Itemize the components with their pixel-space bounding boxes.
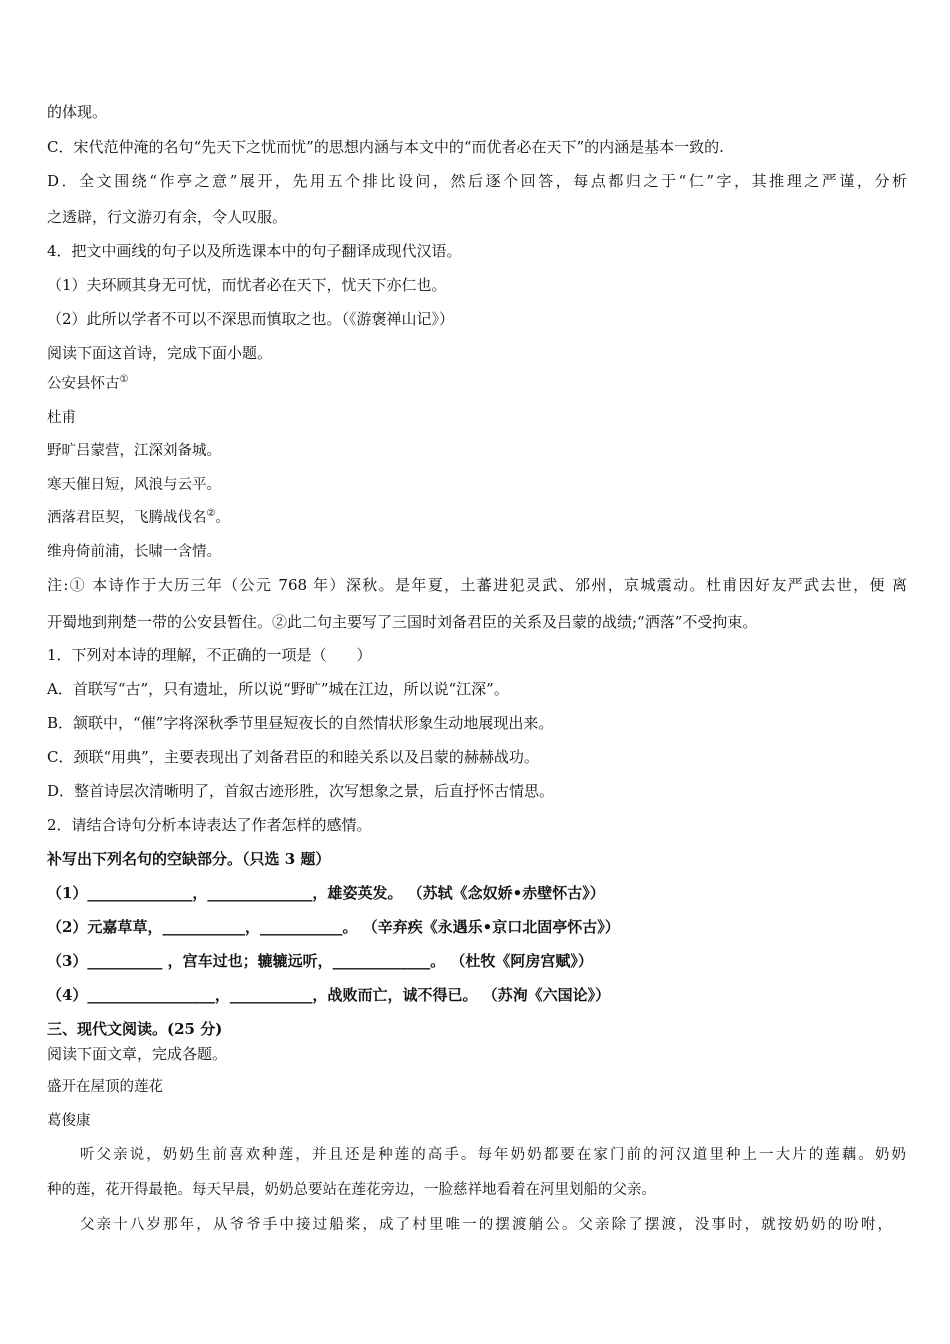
article-paragraph-1-line1: 听父亲说，奶奶生前喜欢种莲，并且还是种莲的高手。每年奶奶都要在家门前的河汉道里种上一大片的莲藕。奶奶 (80, 1147, 906, 1163)
poem-line-4: 维舟倚前浦，长啸一含情。 (47, 544, 221, 560)
poem-q1-option-a: A．首联写“古”，只有遗址，所以说“野旷”城在江边，所以说“江深”。 (47, 680, 509, 698)
q4-sentence-1: （1）夫环顾其身无可忧，而忧者必在天下，忧天下亦仁也。 (47, 276, 447, 294)
poem-note-line1: 注:① 本诗作于大历三年（公元 768 年）深秋。是年夏，土蕃进犯灵武、邠州，京城震动。杜甫因好友严武去世，便 离 (47, 576, 907, 594)
fill-blank-item-3: （3）__________ ，宫车过也；辘辘远听，_____________。 （杜牧《阿房宫赋》） (47, 952, 593, 970)
poem-author: 杜甫 (47, 410, 76, 426)
article-paragraph-1-line2: 种的莲，花开得最艳。每天早晨，奶奶总要站在莲花旁边，一脸慈祥地看着在河里划船的父亲。 (47, 1182, 656, 1198)
poem-title (47, 374, 128, 394)
poem-line-3-note-marker: ② (206, 508, 216, 520)
poem-line-3-end: 。 (215, 510, 230, 526)
section-3-title: 三、现代文阅读。(25 分) (47, 1020, 223, 1038)
q3-option-d-line1: D．全文围绕“作亭之意”展开，先用五个排比设问，然后逐个回答，每点都归之于“仁”字，其推理之严谨，分析 (47, 172, 907, 190)
poem-q1-option-c: C．颈联“用典”，主要表现出了刘备君臣的和睦关系以及吕蒙的赫赫战功。 (47, 748, 539, 766)
poem-q1-option-b: B．颔联中，“催”字将深秋季节里昼短夜长的自然情状形象生动地展现出来。 (47, 714, 554, 732)
poem-q1-option-d: D．整首诗层次清晰明了，首叙古迹形胜，次写想象之景，后直抒怀古情思。 (47, 782, 555, 800)
q3-option-d-continuation: 的体现。 (47, 103, 108, 121)
poem-line-3 (47, 508, 230, 528)
article-author: 葛俊康 (47, 1113, 91, 1129)
fill-blank-item-1: （1）______________，______________，雄姿英发。 （苏轼《念奴娇•赤壁怀古》） (47, 884, 605, 902)
article-paragraph-2-line1: 父亲十八岁那年，从爷爷手中接过船桨，成了村里唯一的摆渡艄公。父亲除了摆渡，没事时，就按奶奶的吩咐， (80, 1217, 892, 1233)
q4-prompt: 4．把文中画线的句子以及所选课本中的句子翻译成现代汉语。 (47, 242, 462, 260)
poem-question-1: 1．下列对本诗的理解，不正确的一项是（ ） (47, 646, 372, 664)
q4-sentence-2: （2）此所以学者不可以不深思而慎取之也。（《游褒禅山记》） (47, 310, 455, 328)
poem-question-2: 2．请结合诗句分析本诗表达了作者怎样的感情。 (47, 816, 372, 834)
poem-line-1: 野旷吕蒙营，江深刘备城。 (47, 443, 221, 459)
section-3-intro: 阅读下面文章，完成各题。 (47, 1045, 228, 1063)
poem-intro: 阅读下面这首诗，完成下面小题。 (47, 344, 273, 362)
poem-line-3-text: 洒落君臣契，飞腾战伐名 (47, 510, 207, 526)
poem-line-2: 寒天催日短，风浪与云平。 (47, 477, 221, 493)
poem-title-note-marker: ① (119, 374, 129, 386)
fill-blank-item-4: （4）_________________，___________，战败而亡，诚不得已。 （苏洵《六国论》） (47, 986, 611, 1004)
fill-blank-item-2: （2）元嘉草草，___________，___________。 （辛弃疾《永遇乐•京口北固亭怀古》） (47, 918, 620, 936)
q3-option-c: C．宋代范仲淹的名句“先天下之忧而忧”的思想内涵与本文中的“而优者必在天下”的内涵是基本一致的. (47, 138, 724, 156)
article-title: 盛开在屋顶的莲花 (47, 1079, 163, 1095)
poem-title-text: 公安县怀古 (47, 376, 120, 392)
fill-blank-title: 补写出下列名句的空缺部分。（只选 3 题） (47, 850, 331, 868)
poem-note-line2: 开蜀地到荆楚一带的公安县暂住。②此二句主要写了三国时刘备君臣的关系及吕蒙的战绩;“洒落”不受拘束。 (47, 613, 758, 631)
q3-option-d-line2: 之透辟，行文游刃有余，令人叹服。 (47, 208, 288, 226)
